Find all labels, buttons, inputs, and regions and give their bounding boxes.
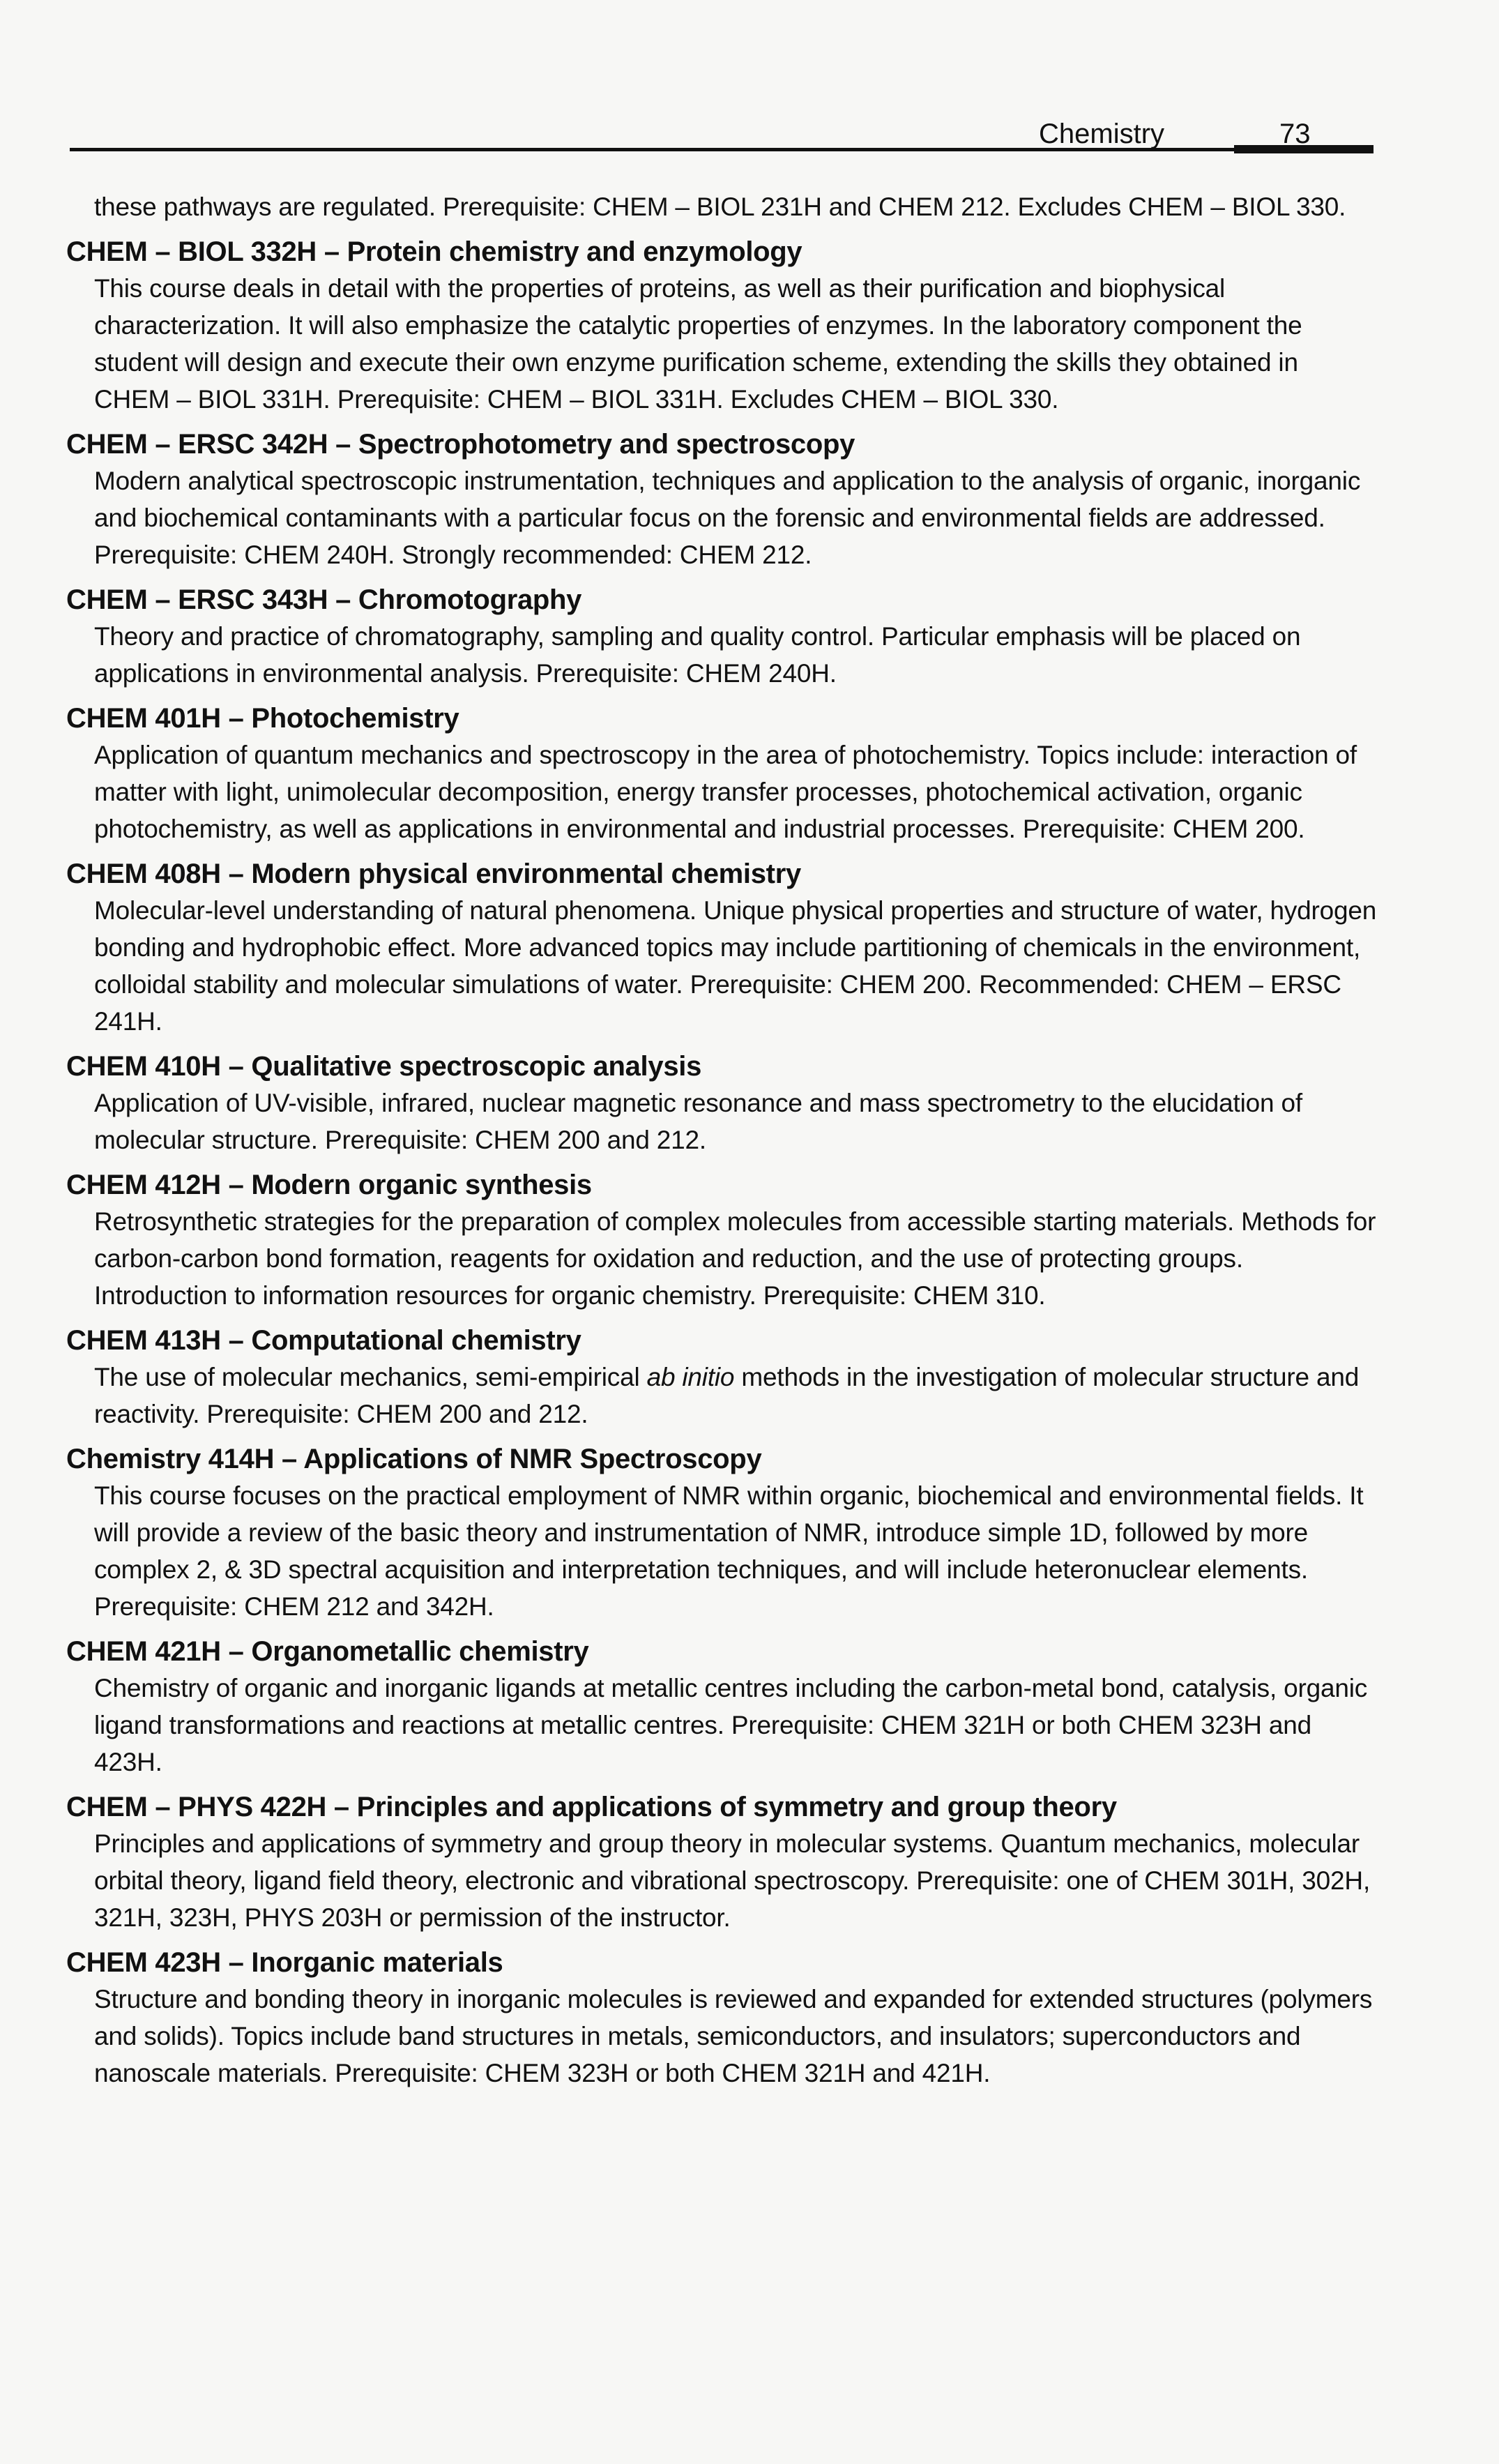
- course-title: CHEM 413H – Computational chemistry: [66, 1325, 581, 1356]
- course-title: CHEM 421H – Organometallic chemistry: [66, 1636, 589, 1667]
- course-title: CHEM – ERSC 343H – Chromotography: [66, 584, 582, 615]
- course-title: CHEM 408H – Modern physical environmental chemistry: [66, 859, 801, 889]
- continued-description: these pathways are regulated. Prerequisite: CHEM – BIOL 231H and CHEM 212. Excludes CHEM – BIOL 330.: [94, 192, 1346, 221]
- course-entry-chem-401h: [66, 700, 1377, 847]
- course-title: CHEM – PHYS 422H – Principles and applications of symmetry and group theory: [66, 1792, 1117, 1822]
- course-description: Theory and practice of chromatography, sampling and quality control. Particular emphasis will be placed on applications in environmental analysis. Prerequisite: CHEM 240H.: [94, 622, 1301, 688]
- course-entry-chem-408h: [66, 856, 1377, 1040]
- course-title: Chemistry 414H – Applications of NMR Spectroscopy: [66, 1444, 762, 1474]
- course-entry-chem-biol-332h: [66, 234, 1377, 418]
- course-description: Principles and applications of symmetry and group theory in molecular systems. Quantum mechanics, molecular orbital theory, ligand field theory, electronic and vibrational spectroscopy. Prerequisite: one of CHEM 301H, 302H, 321H, 323H, PHYS 203H or permission of the instructor.: [94, 1829, 1371, 1932]
- page-number: 73: [1279, 119, 1311, 149]
- course-description: Application of UV-visible, infrared, nuclear magnetic resonance and mass spectrometry to the elucidation of molecular structure. Prerequisite: CHEM 200 and 212.: [94, 1089, 1302, 1154]
- course-entry-chem-ersc-342h: [66, 426, 1377, 573]
- course-entry-chem-414h: [66, 1441, 1377, 1625]
- course-entry-chem-phys-422h: [66, 1789, 1377, 1936]
- course-entry-chem-410h: [66, 1048, 1377, 1158]
- description-text: methods in the investigation of molecular structure and reactivity. Prerequisite: CHEM 200 and 212.: [94, 1363, 1360, 1428]
- course-entry-chem-423h: [66, 1944, 1377, 2092]
- course-entry-chem-421h: [66, 1633, 1377, 1781]
- course-description: Structure and bonding theory in inorganic molecules is reviewed and expanded for extended structures (polymers and solids). Topics include band structures in metals, semiconductors, and insulators; superconductors and nanoscale materials. Prerequisite: CHEM 323H or both CHEM 321H and 421H.: [94, 1985, 1373, 2087]
- course-entry-chem-ersc-343h: [66, 582, 1377, 692]
- section-title: Chemistry: [1039, 119, 1165, 149]
- course-title: CHEM – ERSC 342H – Spectrophotometry and spectroscopy: [66, 429, 855, 460]
- page-header: [70, 105, 1374, 167]
- course-title: CHEM 401H – Photochemistry: [66, 703, 459, 734]
- course-entry-chem-413h: [66, 1322, 1377, 1433]
- course-description: Chemistry of organic and inorganic ligands at metallic centres including the carbon-metal bond, catalysis, organic ligand transformations and reactions at metallic centres. Prerequisite: CHEM 321H or both CHEM 323H and 423H.: [94, 1674, 1368, 1776]
- course-title: CHEM – BIOL 332H – Protein chemistry and enzymology: [66, 236, 802, 267]
- description-italic-term: ab initio: [646, 1363, 735, 1391]
- description-text: The use of molecular mechanics, semi-empirical: [94, 1363, 647, 1391]
- course-listing: [66, 188, 1377, 2100]
- course-description: This course focuses on the practical employment of NMR within organic, biochemical and environmental fields. It will provide a review of the basic theory and instrumentation of NMR, introduce simple 1D, followed by more complex 2, & 3D spectral acquisition and interpretation techniques, and will include heteronuclear elements. Prerequisite: CHEM 212 and 342H.: [94, 1481, 1364, 1621]
- course-title: CHEM 423H – Inorganic materials: [66, 1947, 503, 1978]
- course-description: Retrosynthetic strategies for the preparation of complex molecules from accessible starting materials. Methods for carbon-carbon bond formation, reagents for oxidation and reduction, and the use of protecting groups. Introduction to information resources for organic chemistry. Prerequisite: CHEM 310.: [94, 1207, 1376, 1310]
- course-description: Modern analytical spectroscopic instrumentation, techniques and application to the analysis of organic, inorganic and biochemical contaminants with a particular focus on the forensic and environmental fields are addressed. Prerequisite: CHEM 240H. Strongly recommended: CHEM 212.: [94, 467, 1361, 569]
- course-title: CHEM 410H – Qualitative spectroscopic analysis: [66, 1051, 702, 1082]
- course-description: [94, 1359, 1377, 1433]
- course-entry-chem-412h: [66, 1167, 1377, 1314]
- course-description: This course deals in detail with the properties of proteins, as well as their purification and biophysical characterization. It will also emphasize the catalytic properties of enzymes. In the laboratory component the student will design and execute their own enzyme purification scheme, extending the skills they obtained in CHEM – BIOL 331H. Prerequisite: CHEM – BIOL 331H. Excludes CHEM – BIOL 330.: [94, 274, 1302, 414]
- course-title: CHEM 412H – Modern organic synthesis: [66, 1170, 592, 1200]
- course-description: Application of quantum mechanics and spectroscopy in the area of photochemistry. Topics include: interaction of matter with light, unimolecular decomposition, energy transfer processes, photochemical activation, organic photochemistry, as well as applications in environmental and industrial processes. Prerequisite: CHEM 200.: [94, 741, 1357, 843]
- course-description: Molecular-level understanding of natural phenomena. Unique physical properties and structure of water, hydrogen bonding and hydrophobic effect. More advanced topics may include partitioning of chemicals in the environment, colloidal stability and molecular simulations of water. Prerequisite: CHEM 200. Recommended: CHEM – ERSC 241H.: [94, 896, 1377, 1036]
